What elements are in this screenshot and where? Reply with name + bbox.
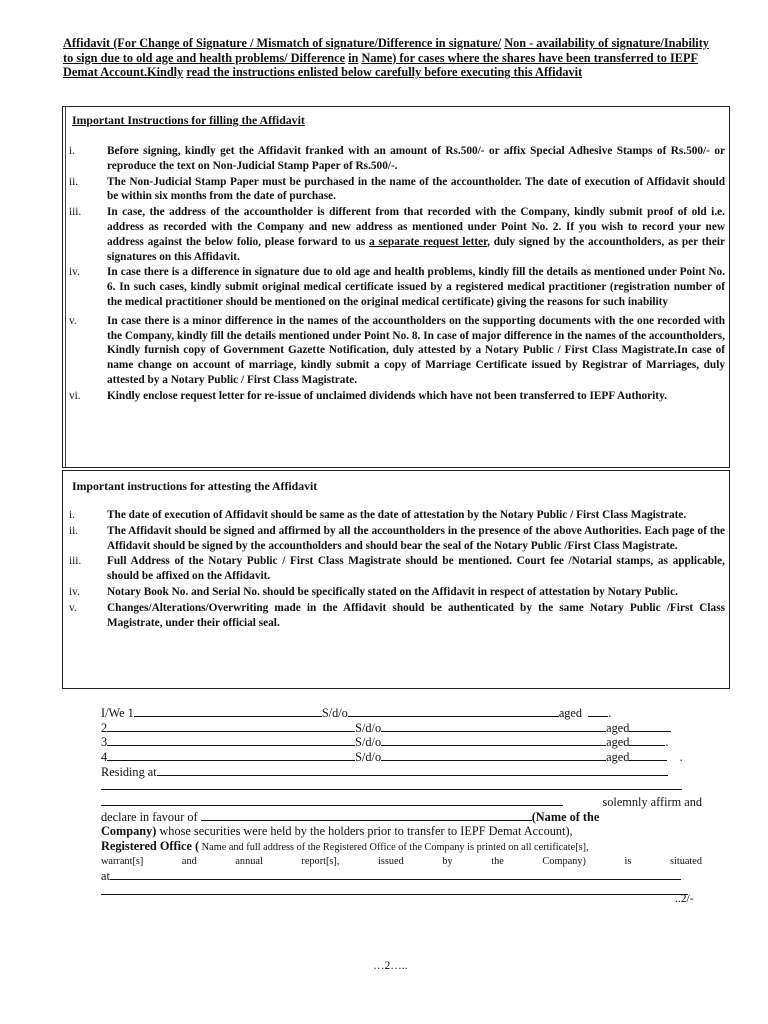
- holder-3-parent-field[interactable]: [381, 734, 606, 746]
- sdo-label: S/d/o: [321, 706, 348, 720]
- filling-item: [69, 205, 725, 264]
- form-row-company: [101, 824, 704, 839]
- filling-item: [69, 389, 725, 404]
- attesting-item: [69, 524, 725, 554]
- page-number-footer: …2…..: [373, 960, 408, 972]
- item-number: v.: [69, 601, 77, 614]
- item-text: The Non-Judicial Stamp Paper must be purchased in the name of the accountholder. The date of execution of Affidavit should be within six months from the date of purchase.: [107, 175, 725, 203]
- dot: .: [608, 706, 612, 720]
- holder-1-label: I/We 1: [101, 706, 134, 720]
- company-text: whose securities were held by the holders prior to transfer to IEPF Demat Account),: [156, 823, 573, 838]
- holder-1-age-field[interactable]: [588, 705, 608, 717]
- item-text: Full Address of the Notary Public / First Class Magistrate should be mentioned. Court fee /Notarial stamps, as applicable, should be affixed on the Affidavit.: [107, 555, 725, 583]
- holder-4-name-field[interactable]: [107, 749, 355, 761]
- attesting-item: [69, 508, 725, 523]
- holder-4-age-field[interactable]: [629, 749, 667, 761]
- filling-item: [69, 265, 725, 309]
- attesting-item: [69, 554, 725, 584]
- item-number: i.: [69, 145, 75, 157]
- form-row-holder-2: [101, 720, 704, 735]
- company-name-field[interactable]: [201, 809, 532, 821]
- dot: .: [665, 735, 669, 750]
- item-number: iii.: [69, 555, 82, 568]
- item-text: , duly signed by the accountholders, as per their signatures on this Affidavit.: [107, 235, 725, 263]
- attesting-instructions-list: [69, 508, 725, 631]
- sdo-label: S/d/o: [355, 720, 382, 735]
- item-text: Changes/Alterations/Overwriting made in the Affidavit should be authenticated by the same Notary Public /First Class Magistrate, under their official seal.: [107, 601, 725, 629]
- holder-4-parent-field[interactable]: [381, 749, 606, 761]
- item-number: iv.: [69, 266, 80, 279]
- dot: .: [679, 750, 683, 765]
- item-text: The Affidavit should be signed and affirmed by all the accountholders in the presence of the above Authorities. Each page of the Affidavit should be signed by the accountholders and should bear the seal of the Notary Public /First Class Magistrate.: [107, 524, 725, 552]
- filling-instructions-list: [69, 144, 725, 405]
- filling-item: [69, 175, 725, 205]
- registered-office-note: Name and full address of the Registered Office of the Company is printed on all certificate[s],: [199, 841, 589, 853]
- form-row-registered-office: [101, 839, 704, 854]
- item-number: vi.: [69, 389, 81, 402]
- item-text-underlined: a separate request letter: [369, 235, 488, 248]
- aged-label: aged: [558, 706, 583, 720]
- item-text: Notary Book No. and Serial No. should be specifically stated on the Affidavit in respect of attestation by Notary Public.: [107, 585, 678, 598]
- filling-instructions-heading: Important Instructions for filling the Affidavit: [72, 113, 305, 127]
- sdo-label: S/d/o: [355, 750, 382, 765]
- company-label: Company): [101, 823, 157, 838]
- form-row-at-2: [101, 883, 704, 899]
- aged-label: aged: [606, 735, 630, 750]
- item-text: In case, the address of the accountholder is different from that recorded with the Company, kindly submit proof of old i.e. address as recorded with the Company and new address as mentioned under Point No. 2. If you wish to record your new address against the below folio, please forward to us: [107, 206, 725, 248]
- holder-3-age-field[interactable]: [629, 734, 665, 746]
- item-number: ii.: [69, 524, 79, 537]
- item-text: Before signing, kindly get the Affidavit franked with an amount of Rs.500/- or affix Special Adhesive Stamps of Rs.500/- or reproduce the text on Non-Judicial Stamp Paper of Rs.500/-.: [107, 145, 725, 172]
- form-row-holder-4: [101, 749, 704, 764]
- box-inner-border: [65, 107, 66, 467]
- item-number: v.: [69, 314, 77, 327]
- aged-label: aged: [606, 750, 630, 765]
- aged-label: aged: [606, 720, 630, 735]
- title-part-3: in: [348, 50, 359, 65]
- holder-2-name-field[interactable]: [107, 720, 355, 732]
- form-row-residing-2: [101, 778, 704, 794]
- item-number: i.: [69, 509, 75, 521]
- holder-1-parent-field[interactable]: [348, 705, 559, 717]
- filling-item: [69, 314, 725, 388]
- holder-3-name-field[interactable]: [107, 734, 355, 746]
- title-part-2: Non - availability of signature/Inability to sign due to old age and health problems/ Difference: [63, 36, 709, 65]
- item-text: Kindly enclose request letter for re-issue of unclaimed dividends which have not been transferred to IEPF Authority.: [107, 389, 667, 402]
- item-number: iv.: [69, 585, 80, 598]
- solemnly-text: solemnly affirm and: [602, 795, 702, 810]
- holder-2-age-field[interactable]: [629, 720, 671, 732]
- registered-office-address-field[interactable]: [110, 868, 681, 880]
- filling-item: [69, 144, 725, 174]
- attesting-item: [69, 601, 725, 631]
- form-row-holder-3: [101, 734, 704, 749]
- residing-address-field-2[interactable]: [101, 778, 682, 790]
- holder-3-label: 3: [101, 735, 108, 750]
- item-text: In case there is a minor difference in the names of the accountholders on the supporting documents with the one recorded with the Company, kindly fill the details mentioned under Point No. 8. In case of major difference in the names of the accountholders, Kindly furnish copy of Government Gazette Notification, duly attested by a Notary Public / First Class Magistrate.In case of name change on account of marriage, kindly submit a copy of Marriage Certificate issued by Registrar of Marriages, duly attested by a Notary Public / First Class Magistrate.: [107, 314, 725, 386]
- form-row-at: [101, 868, 704, 883]
- form-row-holder-1: [101, 705, 704, 720]
- title-part-1: Affidavit (For Change of Signature / Mismatch of signature/Difference in signature/: [63, 36, 502, 50]
- declare-text: declare in favour of: [101, 810, 198, 825]
- item-number: ii.: [69, 175, 79, 188]
- residing-label: Residing at: [101, 764, 157, 779]
- registered-office-address-field-2[interactable]: [101, 883, 688, 895]
- holder-4-label: 4: [101, 750, 108, 765]
- title-part-5: read the instructions enlisted below carefully before executing this Affidavit: [186, 65, 583, 80]
- registered-office-note-2: warrant[s] and annual report[s], issued by the Company) is situated: [101, 856, 702, 868]
- title-part-4: Name) for cases where the shares have been transferred to IEPF Demat Account.Kindly: [63, 50, 698, 80]
- sdo-label: S/d/o: [355, 735, 382, 750]
- residing-address-field[interactable]: [157, 764, 668, 776]
- affidavit-form: [101, 705, 704, 899]
- item-number: iii.: [69, 206, 82, 219]
- attesting-instructions-heading: Important instructions for attesting the Affidavit: [72, 479, 318, 493]
- attesting-item: [69, 585, 725, 600]
- form-row-residing: [101, 764, 704, 779]
- at-label: at: [101, 868, 110, 883]
- registered-office-label: Registered Office (: [101, 838, 200, 853]
- form-row-registered-office-2: [101, 853, 704, 868]
- item-text: The date of execution of Affidavit should be same as the date of attestation by the Notary Public / First Class Magistrate.: [107, 509, 687, 521]
- form-row-declare: [101, 809, 704, 824]
- affidavit-title: [63, 36, 719, 80]
- continued-page-ref: ..2/-: [675, 893, 694, 905]
- attesting-instructions-box: [62, 470, 730, 689]
- filling-instructions-box: [62, 106, 730, 468]
- solemnly-line-field[interactable]: [101, 794, 563, 806]
- holder-2-label: 2: [101, 720, 108, 735]
- name-of-company-label: (Name of the: [531, 810, 600, 825]
- form-row-solemnly: [101, 794, 704, 809]
- item-text: In case there is a difference in signature due to old age and health problems, kindly fill the details as mentioned under Point No. 6. In such cases, kindly submit original medical certificate issued by a registered medical practitioner (registration number of the medical practitioner should be mentioned on the original medical certificate) giving the reasons for such inability: [107, 266, 725, 308]
- holder-2-parent-field[interactable]: [381, 720, 606, 732]
- holder-1-name-field[interactable]: [134, 705, 322, 717]
